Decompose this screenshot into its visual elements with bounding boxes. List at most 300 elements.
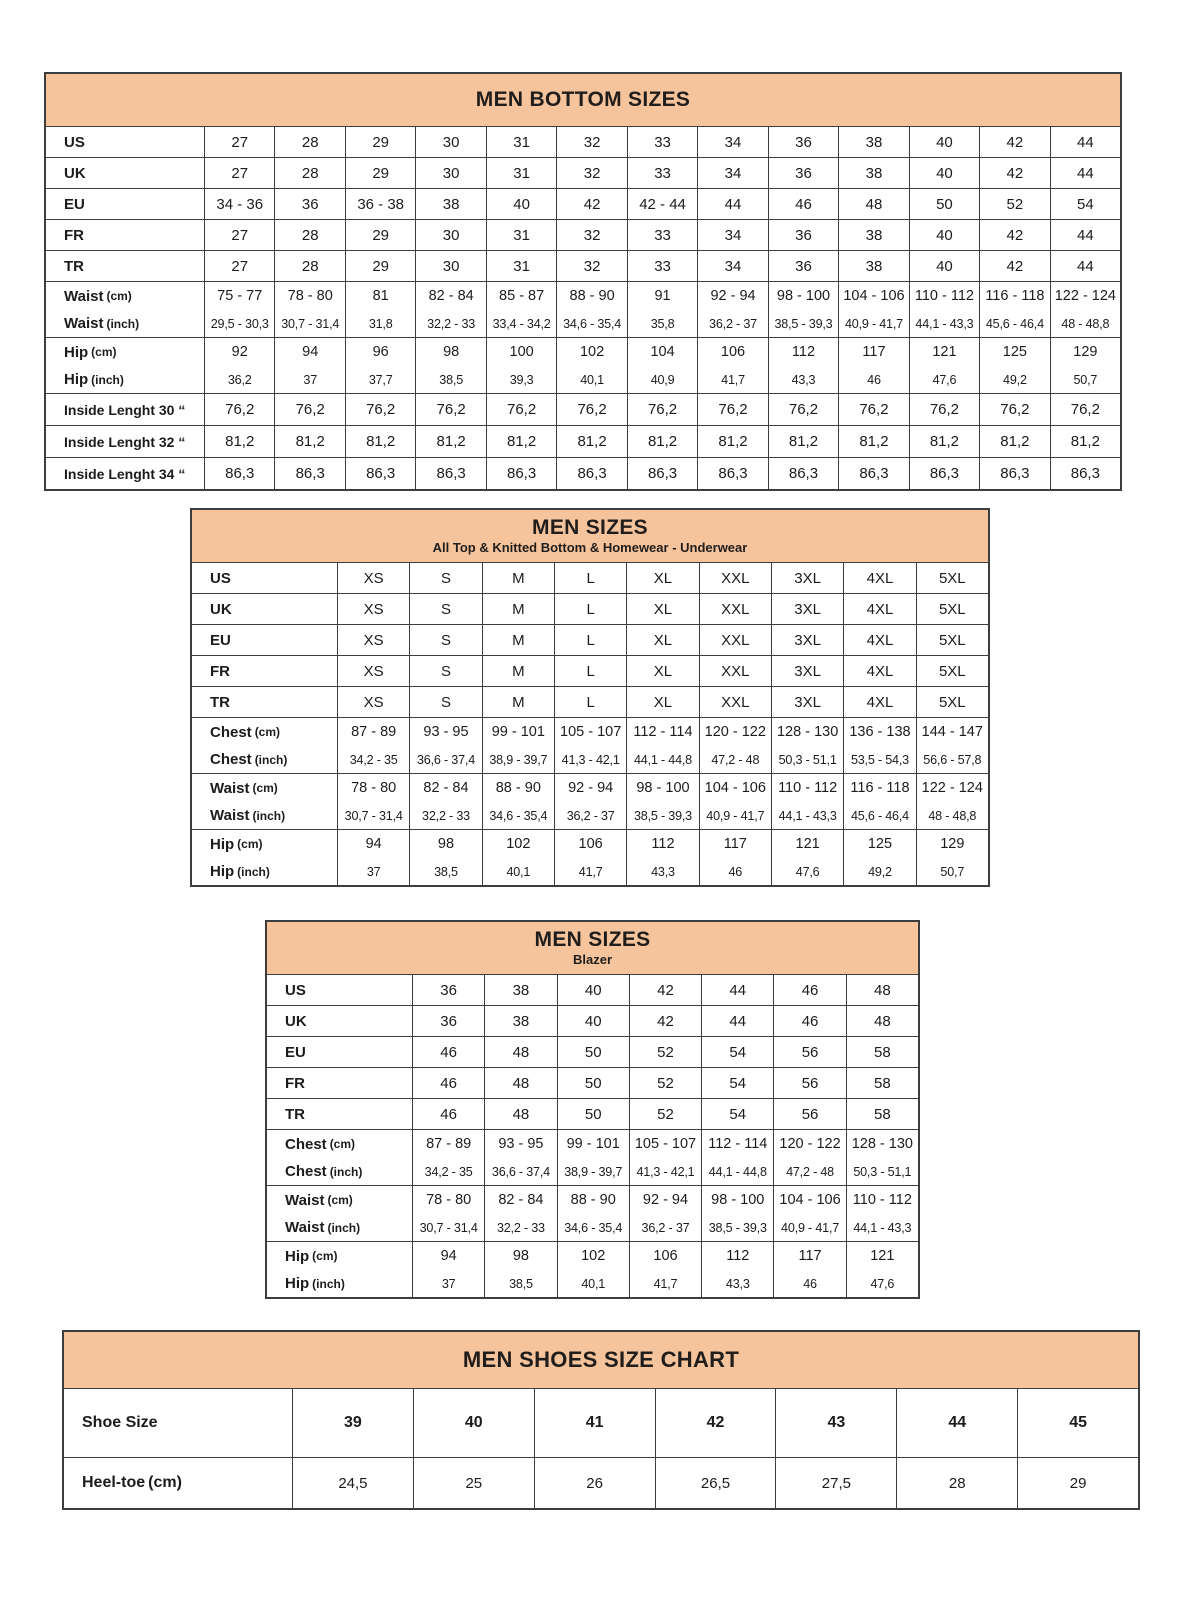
table-cell: 116 - 118 — [979, 282, 1049, 310]
table-row — [46, 127, 1120, 157]
men-sizes-blazer-subtitle: Blazer — [572, 951, 613, 967]
table-cell: 102 — [557, 1242, 629, 1270]
row-group — [192, 594, 988, 625]
table-cell: XXL — [699, 625, 771, 655]
table-cell: 82 - 84 — [415, 282, 485, 310]
table-cell: XS — [337, 687, 409, 717]
table-cell: 78 - 80 — [274, 282, 344, 310]
table-cell: 110 - 112 — [909, 282, 979, 310]
table-cell: 38 — [838, 127, 908, 157]
row-label-text: Hip — [210, 863, 235, 880]
table-cell: 38,5 - 39,3 — [768, 310, 838, 337]
row-label-text: UK — [64, 164, 86, 182]
table-cell: 81,2 — [909, 426, 979, 457]
men-sizes-top-underwear-title: MEN SIZES — [532, 516, 648, 540]
table-cell: 76,2 — [768, 394, 838, 425]
row-group — [46, 251, 1120, 282]
table-cell: S — [409, 656, 481, 686]
table-cell: 94 — [412, 1242, 484, 1270]
table-cell: 98 - 100 — [701, 1186, 773, 1214]
table-cell: 27 — [204, 158, 274, 188]
table-cell: 41,3 - 42,1 — [629, 1158, 701, 1185]
table-cell: 29 — [345, 158, 415, 188]
table-cell: 40 — [909, 251, 979, 281]
table-cell: 46 — [412, 1068, 484, 1098]
table-cell: 94 — [274, 338, 344, 366]
table-cell: 76,2 — [415, 394, 485, 425]
table-cell: 99 - 101 — [557, 1130, 629, 1158]
table-row — [46, 338, 1120, 366]
table-cell: 30 — [415, 251, 485, 281]
table-cell: 34,6 - 35,4 — [557, 1214, 629, 1241]
row-label — [46, 220, 204, 250]
table-cell: 42 — [979, 220, 1049, 250]
table-cell: 41 — [534, 1389, 655, 1457]
row-label-unit: (inch) — [312, 1276, 345, 1291]
table-cell: 86,3 — [274, 458, 344, 489]
table-row — [267, 1158, 918, 1185]
row-label — [267, 1214, 412, 1241]
table-row — [46, 458, 1120, 489]
table-cell: 98 - 100 — [768, 282, 838, 310]
row-label-text: Chest — [210, 723, 252, 741]
table-cell: 93 - 95 — [484, 1130, 556, 1158]
table-cell: 128 - 130 — [771, 718, 843, 746]
table-cell: 38,9 - 39,7 — [482, 746, 554, 773]
table-cell: 58 — [846, 1099, 918, 1129]
table-cell: 34,6 - 35,4 — [482, 802, 554, 829]
table-cell: 46 — [773, 975, 845, 1005]
table-cell: 40 — [557, 975, 629, 1005]
table-cell: 128 - 130 — [846, 1130, 918, 1158]
table-cell: 129 — [1050, 338, 1120, 366]
table-cell: 76,2 — [838, 394, 908, 425]
row-label — [46, 310, 204, 337]
table-cell: 50,7 — [916, 858, 988, 885]
table-cell: 50,3 - 51,1 — [846, 1158, 918, 1185]
table-cell: 29 — [345, 127, 415, 157]
table-cell: 52 — [629, 1068, 701, 1098]
row-label-unit: (inch) — [91, 372, 124, 387]
table-cell: 42 — [629, 975, 701, 1005]
table-cell: 54 — [701, 1068, 773, 1098]
table-cell: 56,6 - 57,8 — [916, 746, 988, 773]
table-cell: 38 — [838, 251, 908, 281]
table-cell: 110 - 112 — [846, 1186, 918, 1214]
table-cell: 40,9 - 41,7 — [838, 310, 908, 337]
table-cell: 56 — [773, 1068, 845, 1098]
row-group — [267, 1130, 918, 1186]
table-cell: 81,2 — [768, 426, 838, 457]
table-cell: 48 - 48,8 — [916, 802, 988, 829]
row-label-text: US — [285, 981, 306, 999]
table-cell: 47,6 — [771, 858, 843, 885]
table-cell: 36,6 - 37,4 — [409, 746, 481, 773]
table-cell: 36 — [768, 220, 838, 250]
row-label — [267, 1186, 412, 1214]
row-label — [267, 1158, 412, 1185]
row-group — [46, 282, 1120, 338]
table-cell: 30,7 - 31,4 — [337, 802, 409, 829]
table-cell: 53,5 - 54,3 — [843, 746, 915, 773]
row-label-text: Chest — [285, 1163, 327, 1180]
row-group — [46, 394, 1120, 426]
table-cell: 44,1 - 43,3 — [846, 1214, 918, 1241]
table-cell: 44,1 - 44,8 — [626, 746, 698, 773]
table-cell: 32 — [556, 158, 626, 188]
table-cell: 86,3 — [979, 458, 1049, 489]
table-cell: 33,4 - 34,2 — [486, 310, 556, 337]
table-cell: 112 — [701, 1242, 773, 1270]
table-cell: 34 — [697, 220, 767, 250]
table-cell: 49,2 — [843, 858, 915, 885]
table-cell: 110 - 112 — [771, 774, 843, 802]
table-cell: 36 — [768, 251, 838, 281]
row-group — [192, 830, 988, 885]
table-cell: 40 — [909, 127, 979, 157]
row-label — [46, 189, 204, 219]
table-cell: 36 — [768, 158, 838, 188]
row-group — [192, 563, 988, 594]
table-cell: 48 - 48,8 — [1050, 310, 1120, 337]
table-cell: 40,1 — [556, 366, 626, 393]
table-cell: 104 - 106 — [838, 282, 908, 310]
table-cell: L — [554, 563, 626, 593]
table-cell: 86,3 — [627, 458, 697, 489]
table-cell: XS — [337, 563, 409, 593]
table-row — [46, 394, 1120, 425]
table-cell: 28 — [896, 1458, 1017, 1508]
table-cell: 75 - 77 — [204, 282, 274, 310]
row-label-unit: (cm) — [91, 345, 117, 359]
row-label-text: Hip — [285, 1247, 310, 1265]
table-cell: XXL — [699, 563, 771, 593]
table-cell: 92 — [204, 338, 274, 366]
table-cell: 30 — [415, 127, 485, 157]
table-cell: 86,3 — [1050, 458, 1120, 489]
table-cell: 36,2 - 37 — [697, 310, 767, 337]
table-cell: 44 — [701, 1006, 773, 1036]
row-group — [46, 220, 1120, 251]
table-cell: 106 — [697, 338, 767, 366]
row-label-text: Waist — [210, 779, 250, 797]
table-cell: 45 — [1017, 1389, 1138, 1457]
table-cell: 44 — [896, 1389, 1017, 1457]
table-cell: 87 - 89 — [412, 1130, 484, 1158]
table-cell: 81,2 — [274, 426, 344, 457]
table-cell: 92 - 94 — [629, 1186, 701, 1214]
table-cell: 116 - 118 — [843, 774, 915, 802]
table-cell: 81,2 — [204, 426, 274, 457]
table-cell: 86,3 — [768, 458, 838, 489]
table-cell: 46 — [699, 858, 771, 885]
table-cell: L — [554, 656, 626, 686]
row-label — [192, 563, 337, 593]
table-cell: XL — [626, 687, 698, 717]
table-cell: 42 — [556, 189, 626, 219]
row-label-text: US — [64, 133, 85, 151]
table-cell: XL — [626, 625, 698, 655]
table-cell: 27 — [204, 220, 274, 250]
table-cell: S — [409, 625, 481, 655]
table-row — [46, 426, 1120, 457]
table-cell: 46 — [412, 1037, 484, 1067]
table-cell: 112 - 114 — [701, 1130, 773, 1158]
table-cell: 44 — [697, 189, 767, 219]
table-cell: 56 — [773, 1099, 845, 1129]
table-cell: 86,3 — [486, 458, 556, 489]
row-label-text: EU — [64, 195, 85, 213]
row-label-text: TR — [210, 693, 230, 711]
table-cell: 54 — [701, 1099, 773, 1129]
men-sizes-blazer-table — [265, 920, 920, 1299]
row-group — [192, 656, 988, 687]
table-cell: XXL — [699, 594, 771, 624]
table-cell: 3XL — [771, 563, 843, 593]
table-cell: XXL — [699, 687, 771, 717]
row-label — [267, 1270, 412, 1297]
table-cell: 37 — [274, 366, 344, 393]
table-cell: 98 — [409, 830, 481, 858]
row-label-unit: (inch) — [327, 1220, 361, 1235]
table-cell: 81 — [345, 282, 415, 310]
table-cell: 46 — [838, 366, 908, 393]
table-cell: 42 — [979, 158, 1049, 188]
row-group — [192, 687, 988, 718]
table-cell: 40 — [909, 158, 979, 188]
table-cell: 48 — [846, 1006, 918, 1036]
table-row — [46, 310, 1120, 337]
table-row — [192, 687, 988, 717]
table-cell: 38,5 — [409, 858, 481, 885]
men-sizes-blazer-header — [267, 922, 918, 975]
table-cell: M — [482, 656, 554, 686]
table-cell: 32,2 - 33 — [409, 802, 481, 829]
table-cell: 41,3 - 42,1 — [554, 746, 626, 773]
table-cell: 4XL — [843, 563, 915, 593]
table-cell: 102 — [482, 830, 554, 858]
table-cell: S — [409, 563, 481, 593]
table-cell: 42 — [629, 1006, 701, 1036]
table-cell: M — [482, 594, 554, 624]
table-cell: 4XL — [843, 594, 915, 624]
table-cell: 44 — [701, 975, 773, 1005]
table-cell: 4XL — [843, 656, 915, 686]
table-cell: 112 — [768, 338, 838, 366]
table-cell: 43 — [775, 1389, 896, 1457]
table-row — [267, 1242, 918, 1270]
row-group — [267, 1242, 918, 1297]
table-cell: 40 — [486, 189, 556, 219]
table-row — [267, 975, 918, 1005]
table-cell: 58 — [846, 1068, 918, 1098]
row-label — [46, 426, 204, 457]
table-cell: 36,2 - 37 — [629, 1214, 701, 1241]
row-label-text: Inside Lenght 34 “ — [64, 465, 186, 482]
row-label-text: Inside Lenght 32 “ — [64, 433, 186, 450]
row-label — [267, 1130, 412, 1158]
row-label-unit: (inch) — [254, 752, 288, 767]
table-cell: 104 — [627, 338, 697, 366]
table-cell: 52 — [629, 1099, 701, 1129]
table-cell: 43,3 — [626, 858, 698, 885]
row-label — [267, 975, 412, 1005]
table-cell: 32,2 - 33 — [415, 310, 485, 337]
table-row — [267, 1130, 918, 1158]
table-cell: S — [409, 687, 481, 717]
table-cell: 76,2 — [274, 394, 344, 425]
table-cell: 98 — [484, 1242, 556, 1270]
table-cell: 117 — [773, 1242, 845, 1270]
table-cell: 87 - 89 — [337, 718, 409, 746]
row-label — [192, 718, 337, 746]
table-cell: 78 - 80 — [412, 1186, 484, 1214]
table-row — [267, 1270, 918, 1297]
table-cell: 33 — [627, 127, 697, 157]
men-bottom-sizes-table — [44, 72, 1122, 491]
table-cell: 3XL — [771, 594, 843, 624]
table-cell: 33 — [627, 251, 697, 281]
table-cell: 82 - 84 — [484, 1186, 556, 1214]
row-label-unit: (inch) — [237, 864, 270, 879]
row-group — [192, 774, 988, 830]
table-cell: 44,1 - 44,8 — [701, 1158, 773, 1185]
row-label — [192, 858, 337, 885]
table-cell: 30 — [415, 220, 485, 250]
table-cell: 54 — [1050, 189, 1120, 219]
table-cell: 100 — [486, 338, 556, 366]
table-cell: 86,3 — [697, 458, 767, 489]
row-label-text: FR — [285, 1074, 305, 1092]
table-row — [192, 746, 988, 773]
men-sizes-top-underwear-table — [190, 508, 990, 887]
row-group — [267, 1099, 918, 1130]
table-cell: 33 — [627, 220, 697, 250]
row-group — [267, 1006, 918, 1037]
row-label — [267, 1037, 412, 1067]
table-cell: 104 - 106 — [699, 774, 771, 802]
table-cell: 125 — [843, 830, 915, 858]
table-row — [192, 830, 988, 858]
table-cell: 86,3 — [838, 458, 908, 489]
table-cell: 46 — [412, 1099, 484, 1129]
table-cell: 48 — [484, 1068, 556, 1098]
row-label — [192, 746, 337, 773]
table-cell: 5XL — [916, 687, 988, 717]
row-label-text: TR — [64, 257, 84, 275]
table-cell: 32 — [556, 220, 626, 250]
table-cell: 98 - 100 — [626, 774, 698, 802]
table-cell: 27 — [204, 127, 274, 157]
table-cell: 41,7 — [697, 366, 767, 393]
table-cell: 42 — [979, 251, 1049, 281]
table-cell: 121 — [771, 830, 843, 858]
table-cell: 48 — [846, 975, 918, 1005]
table-cell: 122 - 124 — [916, 774, 988, 802]
row-label — [64, 1389, 292, 1457]
men-shoes-size-chart-header — [64, 1332, 1138, 1389]
table-cell: 45,6 - 46,4 — [979, 310, 1049, 337]
table-cell: 36,2 — [204, 366, 274, 393]
table-cell: 29 — [1017, 1458, 1138, 1508]
row-label-text: EU — [285, 1043, 306, 1061]
table-cell: 40,9 - 41,7 — [773, 1214, 845, 1241]
row-label — [192, 774, 337, 802]
table-cell: 82 - 84 — [409, 774, 481, 802]
row-label-unit: (inch) — [252, 808, 286, 823]
row-label-text: FR — [210, 662, 230, 680]
row-label — [46, 366, 204, 393]
table-cell: 106 — [554, 830, 626, 858]
table-cell: L — [554, 687, 626, 717]
table-cell: 46 — [773, 1006, 845, 1036]
men-sizes-top-underwear-header — [192, 510, 988, 563]
row-label-text: Hip — [64, 371, 89, 388]
table-cell: 92 - 94 — [554, 774, 626, 802]
table-cell: 29,5 - 30,3 — [204, 310, 274, 337]
row-group — [267, 975, 918, 1006]
row-label-text: Waist — [64, 315, 104, 332]
table-cell: 48 — [484, 1099, 556, 1129]
table-cell: 3XL — [771, 687, 843, 717]
table-row — [192, 774, 988, 802]
table-row — [46, 158, 1120, 188]
table-cell: 58 — [846, 1037, 918, 1067]
table-cell: 48 — [484, 1037, 556, 1067]
table-cell: 48 — [838, 189, 908, 219]
table-cell: 33 — [627, 158, 697, 188]
row-label-unit: (cm) — [254, 725, 281, 739]
row-label — [46, 251, 204, 281]
table-cell: 36,6 - 37,4 — [484, 1158, 556, 1185]
row-label-text: Heel-toe — [82, 1474, 146, 1491]
table-cell: 37,7 — [345, 366, 415, 393]
row-label-text: Chest — [285, 1135, 327, 1153]
row-label — [46, 158, 204, 188]
table-cell: 50 — [557, 1037, 629, 1067]
table-cell: 121 — [909, 338, 979, 366]
table-cell: 43,3 — [768, 366, 838, 393]
table-cell: 129 — [916, 830, 988, 858]
row-label-text: US — [210, 569, 231, 587]
table-cell: 88 - 90 — [557, 1186, 629, 1214]
table-row — [46, 282, 1120, 310]
table-cell: 76,2 — [697, 394, 767, 425]
table-cell: 36 — [274, 189, 344, 219]
table-cell: 27 — [204, 251, 274, 281]
table-cell: 93 - 95 — [409, 718, 481, 746]
table-cell: 36,2 - 37 — [554, 802, 626, 829]
table-cell: 40,1 — [482, 858, 554, 885]
table-cell: 26,5 — [655, 1458, 776, 1508]
table-cell: 28 — [274, 127, 344, 157]
table-cell: 117 — [838, 338, 908, 366]
table-cell: 47,2 - 48 — [699, 746, 771, 773]
row-label-unit: (cm) — [312, 1249, 338, 1263]
table-cell: 38 — [838, 158, 908, 188]
table-cell: 34,6 - 35,4 — [556, 310, 626, 337]
row-group — [46, 127, 1120, 158]
table-cell: 41,7 — [554, 858, 626, 885]
row-group — [267, 1186, 918, 1242]
row-group — [46, 158, 1120, 189]
table-cell: 52 — [629, 1037, 701, 1067]
table-cell: 32 — [556, 127, 626, 157]
table-cell: 78 - 80 — [337, 774, 409, 802]
row-label — [46, 127, 204, 157]
table-cell: 44,1 - 43,3 — [771, 802, 843, 829]
table-cell: L — [554, 594, 626, 624]
